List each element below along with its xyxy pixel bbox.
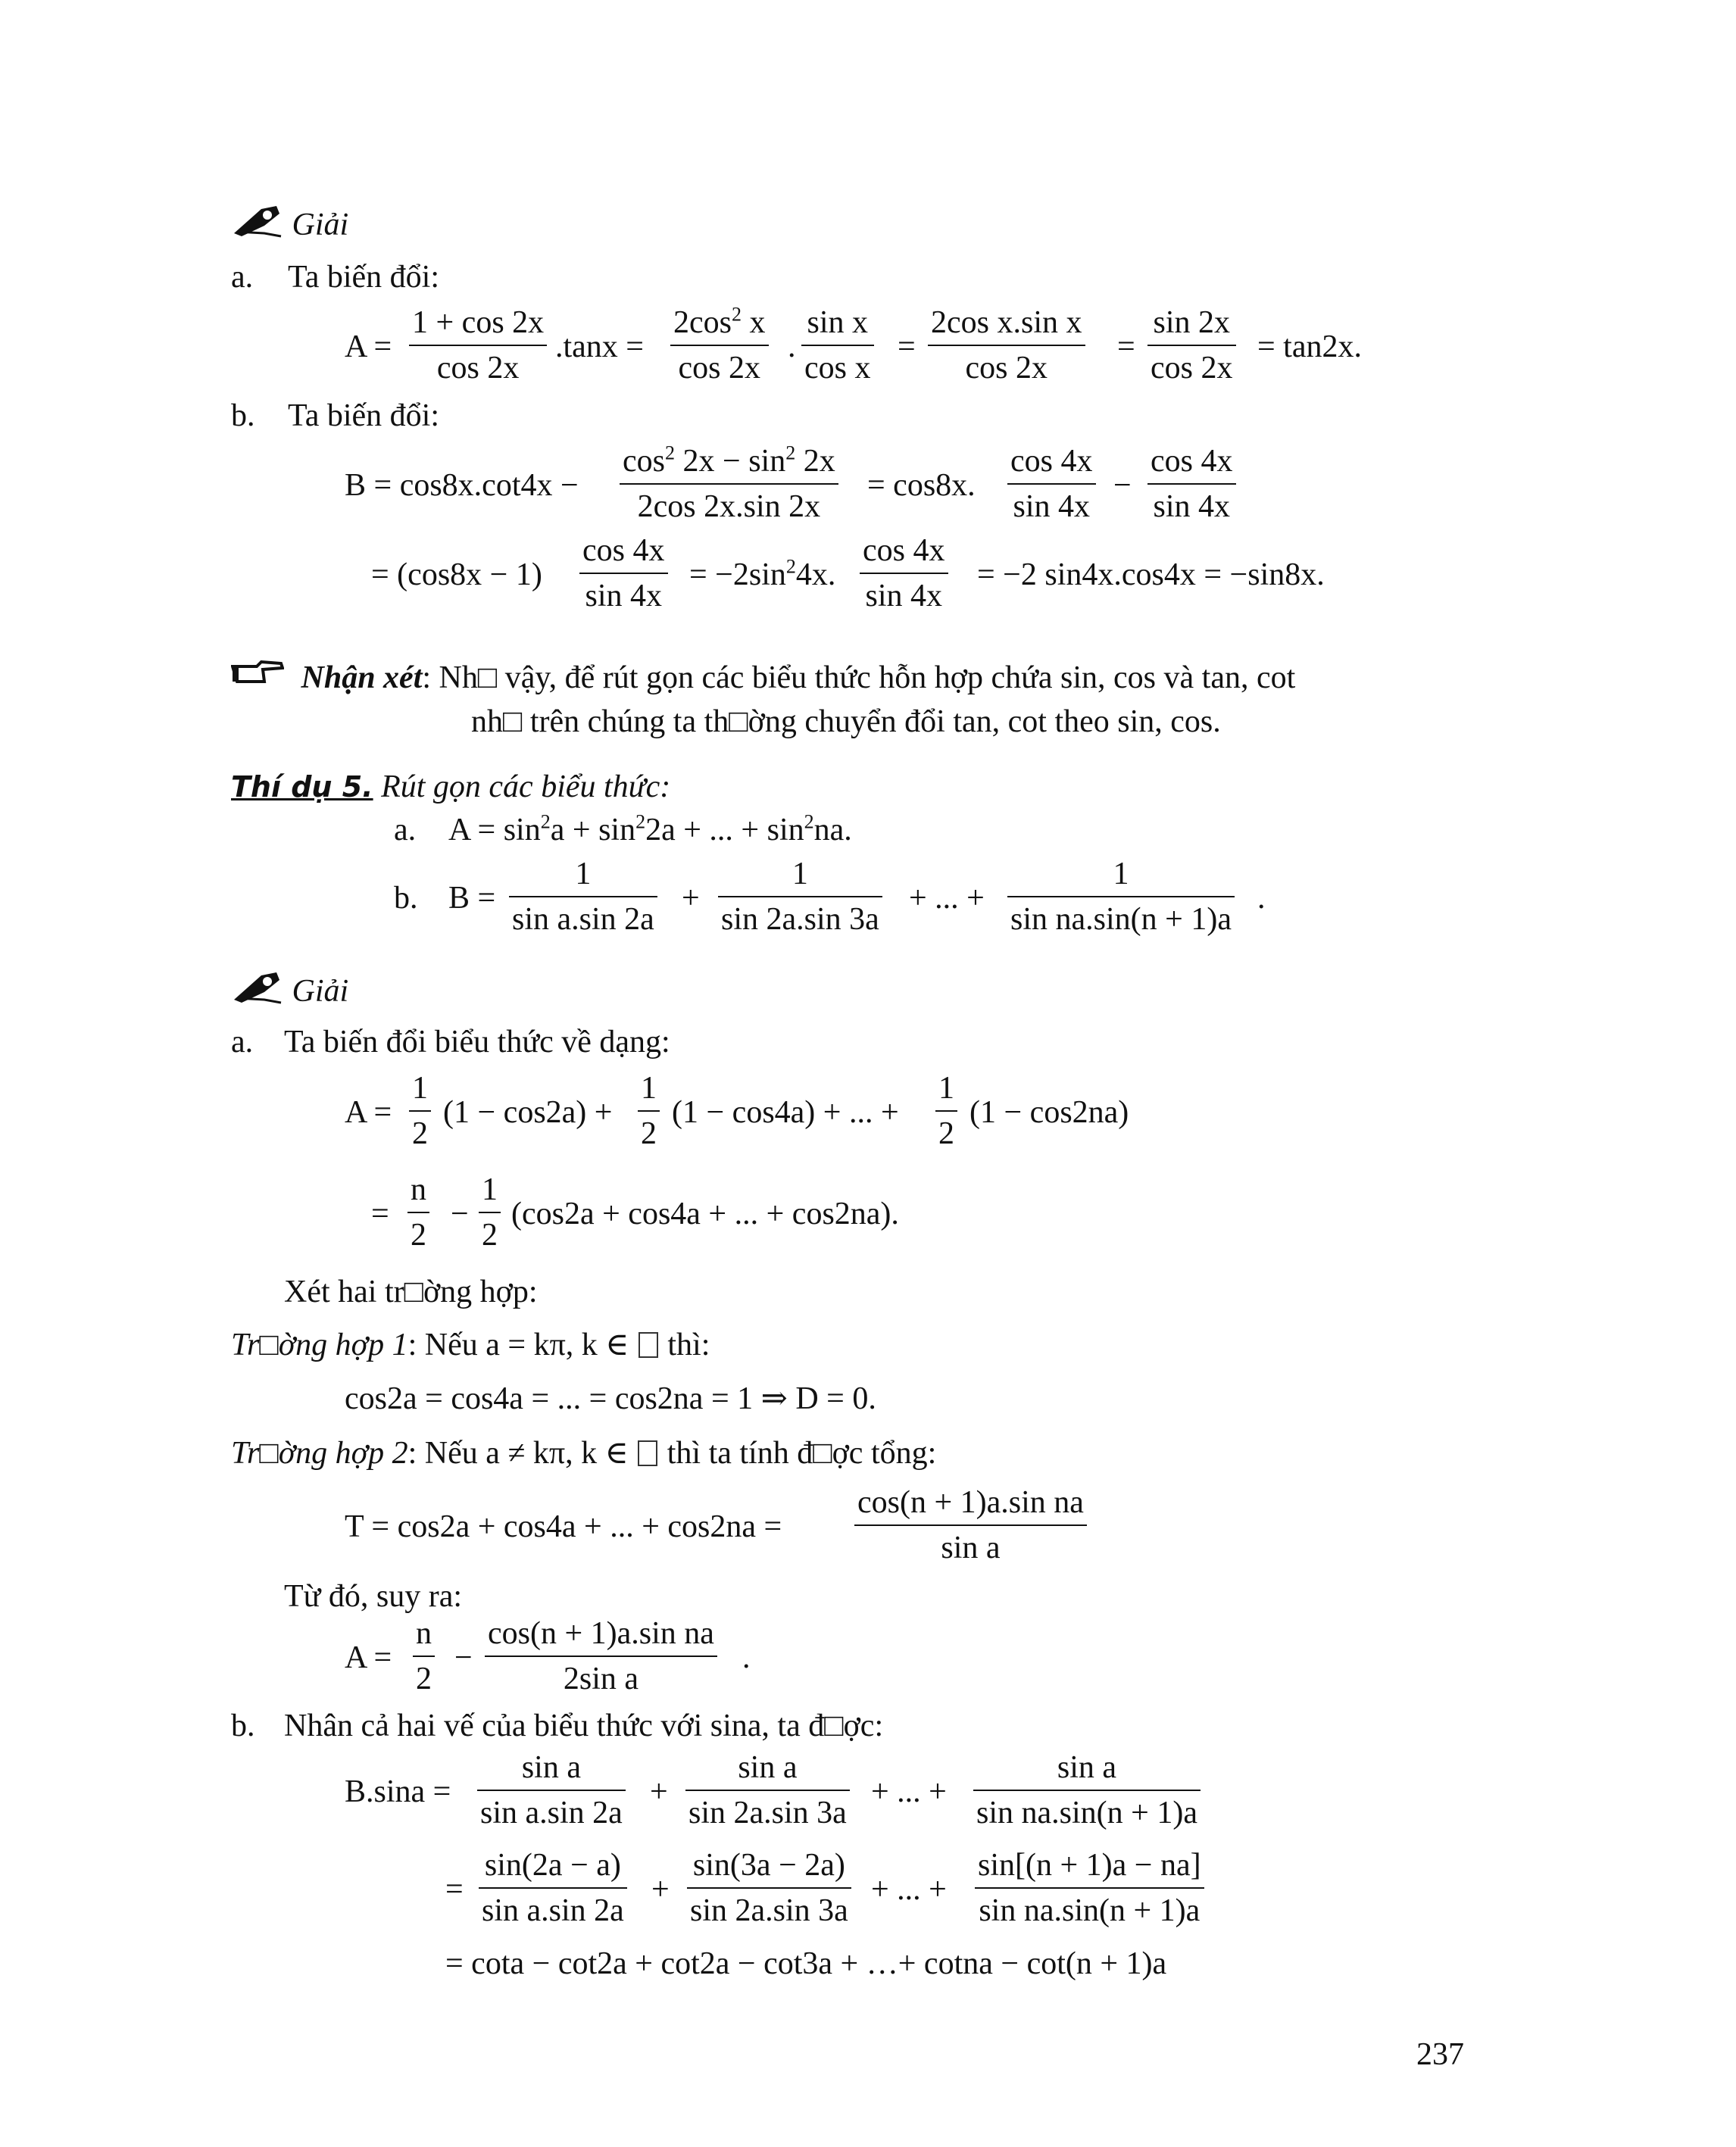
fraction: 1 2 xyxy=(935,1072,957,1150)
example-a-expr: $A = \sin^2a + \sin^22a$ + ... + $\sin^2na$. xyxy=(448,810,852,847)
fraction: sin(2a − a) sin a.sin 2a xyxy=(479,1849,627,1927)
eq-b2-lhs: = (cos8x − 1) xyxy=(371,557,542,592)
eq-a-lhs: A = xyxy=(345,329,392,364)
fraction: 1 sin a.sin 2a xyxy=(509,858,657,935)
dot: . xyxy=(788,329,796,364)
fraction: $\cos^2 2x - \sin^2 2x$ 2cos 2x.sin 2x xyxy=(620,445,838,523)
fraction: cos(n + 1)a.sin na 2sin a xyxy=(485,1618,717,1695)
T-lhs: T = cos2a + cos4a + ... + cos2na = xyxy=(345,1509,782,1544)
fraction: 1 sin 2a.sin 3a xyxy=(718,858,882,935)
plus: + xyxy=(682,881,700,916)
example-heading: Thí dụ 5. Rút gọn các biểu thức: xyxy=(231,769,671,804)
beq1-lhs: B.sina = xyxy=(345,1774,451,1809)
example-b-lhs: B = xyxy=(448,881,496,916)
pointing-hand-icon xyxy=(231,659,284,691)
fraction: 1 2 xyxy=(479,1174,501,1251)
eq1-term3: (1 − cos2na) xyxy=(969,1095,1129,1130)
fraction: 1 2 xyxy=(638,1072,660,1150)
beq3: = cota − cot2a + cot2a − cot3a + …+ cotna − cot(n + 1)a xyxy=(445,1946,1167,1981)
plus-ellipsis: + ... + xyxy=(871,1774,947,1809)
eq2-lhs: = xyxy=(371,1197,389,1231)
eq1-term1: (1 − cos2a) + xyxy=(443,1095,613,1130)
eq-b2-end: = −2 sin4x.cos4x = −sin8x. xyxy=(977,557,1325,592)
plus: + xyxy=(650,1774,668,1809)
equals: = xyxy=(1117,329,1135,364)
case2: Tr□ờng hợp 2: Nếu a ≠ kπ, k ∈ thì ta tính đ□ợc tổng: xyxy=(231,1436,937,1471)
eq-b1-lhs: B = cos8x.cot4x − xyxy=(345,468,579,503)
fraction: sin 2x cos 2x xyxy=(1147,307,1236,384)
part-b-text: Nhân cả hai vế của biểu thức với sina, ta đ□ợc: xyxy=(284,1709,884,1743)
missing-glyph xyxy=(638,1440,657,1466)
solution-heading: Giải xyxy=(231,969,348,1010)
fraction: sin a sin 2a.sin 3a xyxy=(685,1752,850,1829)
fraction: n 2 xyxy=(413,1618,435,1695)
conclude: Từ đó, suy ra: xyxy=(284,1579,463,1614)
fraction: 1 + cos 2x cos 2x xyxy=(409,307,547,384)
eq2-rest: (cos2a + cos4a + ... + cos2na). xyxy=(511,1197,899,1231)
plus-ellipsis: + ... + xyxy=(871,1872,947,1907)
page-number: 237 xyxy=(1416,2037,1464,2072)
beq2-lhs: = xyxy=(445,1872,464,1907)
part-a-label: a. xyxy=(231,260,254,295)
eq1-term2: (1 − cos4a) + ... + xyxy=(672,1095,899,1130)
case1-eq: cos2a = cos4a = ... = cos2na = 1 ⇒ D = 0. xyxy=(345,1381,876,1416)
example-a-label: a. xyxy=(394,813,417,847)
fraction: 2cos x.sin x cos 2x xyxy=(928,307,1085,384)
part-b-label: b. xyxy=(231,398,255,433)
case1: Tr□ờng hợp 1: Nếu a = kπ, k ∈ thì: xyxy=(231,1328,710,1362)
fraction: sin(3a − 2a) sin 2a.sin 3a xyxy=(687,1849,851,1927)
equals: = xyxy=(898,329,916,364)
fraction: sin a sin na.sin(n + 1)a xyxy=(973,1752,1201,1829)
writing-hand-icon xyxy=(231,203,284,244)
fraction: sin[(n + 1)a − na] sin na.sin(n + 1)a xyxy=(975,1849,1204,1927)
minus: − xyxy=(1113,468,1132,503)
fraction: 1 2 xyxy=(409,1072,431,1150)
fraction: cos 4x sin 4x xyxy=(860,535,948,612)
part-b-text: Ta biến đổi: xyxy=(288,398,440,433)
fraction: cos 4x sin 4x xyxy=(579,535,668,612)
period: . xyxy=(1257,881,1266,916)
A-lhs: A = xyxy=(345,1640,392,1675)
remark: Nhận xét: Nh□ vậy, để rút gọn các biểu thức hỗn hợp chứa sin, cos và tan, cot xyxy=(231,659,1295,694)
part-a-label: a. xyxy=(231,1025,254,1059)
minus: − xyxy=(451,1197,469,1231)
part-b-label: b. xyxy=(231,1709,255,1743)
eq-a-end: = tan2x. xyxy=(1257,329,1362,364)
eq-a-mid: .tanx = xyxy=(555,329,644,364)
part-a-text: Ta biến đổi: xyxy=(288,260,440,295)
eq-b2-mid: = $-2\sin^24x$. xyxy=(689,555,836,592)
cases-intro: Xét hai tr□ờng hợp: xyxy=(284,1275,538,1309)
fraction: sin a sin a.sin 2a xyxy=(477,1752,626,1829)
period: . xyxy=(742,1640,751,1675)
fraction: $2\cos^2$ x cos 2x xyxy=(670,307,769,384)
example-b-label: b. xyxy=(394,881,418,916)
missing-glyph xyxy=(639,1332,658,1358)
plus: + xyxy=(651,1872,670,1907)
eq-b1-mid: = cos8x. xyxy=(867,468,976,503)
fraction: cos 4x sin 4x xyxy=(1007,445,1096,523)
eq1-lhs: A = xyxy=(345,1095,392,1130)
fraction: cos 4x sin 4x xyxy=(1147,445,1236,523)
minus: − xyxy=(454,1640,473,1675)
fraction: n 2 xyxy=(407,1174,429,1251)
part-a-text: Ta biến đổi biểu thức về dạng: xyxy=(284,1025,670,1059)
remark-line2: nh□ trên chúng ta th□ờng chuyển đổi tan, cot theo sin, cos. xyxy=(471,704,1221,739)
fraction: 1 sin na.sin(n + 1)a xyxy=(1007,858,1235,935)
fraction: cos(n + 1)a.sin na sin a xyxy=(854,1487,1087,1564)
solution-heading: Giải xyxy=(231,203,348,244)
writing-hand-icon xyxy=(231,969,284,1010)
fraction: sin x cos x xyxy=(801,307,874,384)
plus-ellipsis: + ... + xyxy=(909,881,985,916)
